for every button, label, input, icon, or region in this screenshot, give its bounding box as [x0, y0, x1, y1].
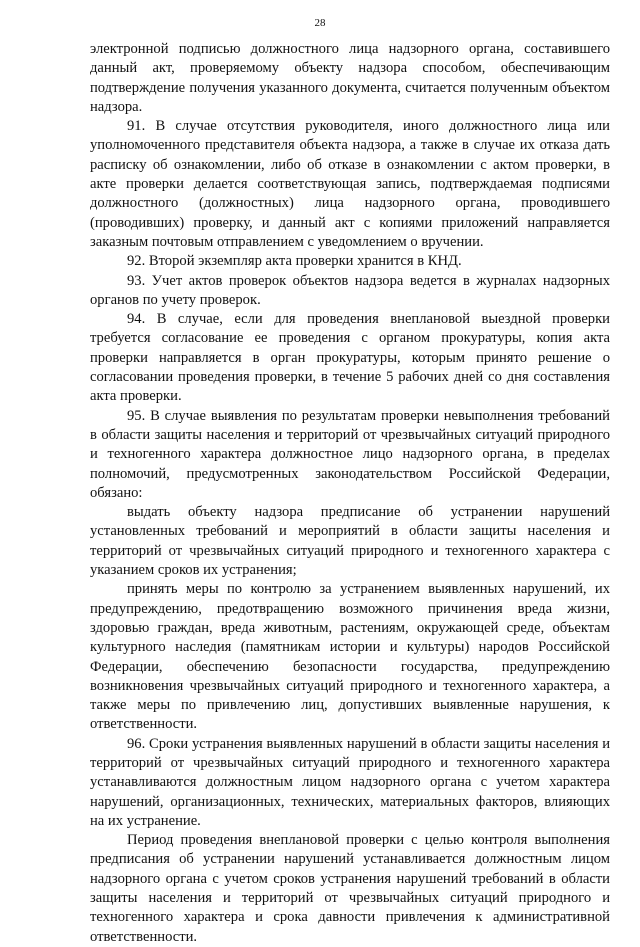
paragraph-95-item-2: принять меры по контролю за устранением выявленных нарушений, их предупреждению, предотвращению возможного причинения вреда жизни, здоровью граждан, вреда животным, растениям, окружающей среде, объектам культурного наследия (памятникам истории и культуры) народов Российской Федерации, обеспечению безопасности государства, предупреждению возникновения чрезвычайных ситуаций природного и техногенного характера, а также меры по привлечению лиц, допустивших выявленные нарушения, к ответственности.	[90, 581, 610, 733]
paragraph-95: 95. В случае выявления по результатам проверки невыполнения требований в области защиты населения и территорий от чрезвычайных ситуаций природного и техногенного характера должностное лицо надзорного органа, в пределах полномочий, предусмотренных законодательством Российской Федерации, обязано:	[90, 407, 610, 501]
page-number: 28	[314, 17, 326, 29]
paragraph-96-period: Период проведения внеплановой проверки с целью контроля выполнения предписания об устранении нарушений устанавливается должностным лицом надзорного органа с учетом сроков устранения нарушений требований в области защиты населения и территорий от чрезвычайных ситуаций природного и техногенного характера и срока давности привлечения к административной ответственности.	[90, 832, 610, 945]
paragraph-94: 94. В случае, если для проведения внеплановой выездной проверки требуется согласование ее проведения с органом прокуратуры, копия акта проверки направляется в орган прокуратуры, которым принято решение о согласовании проведения проверки, в течение 5 рабочих дней со дня составления акта проверки.	[90, 311, 610, 405]
document-body	[90, 40, 610, 947]
paragraph-92: 92. Второй экземпляр акта проверки хранится в КНД.	[127, 253, 462, 270]
paragraph-95-item-1: выдать объекту надзора предписание об устранении нарушений установленных требований и мероприятий в области защиты населения и территорий от чрезвычайных ситуаций природного и техногенного характера с указанием сроков их устранения;	[90, 504, 610, 579]
paragraph-93: 93. Учет актов проверок объектов надзора ведется в журналах надзорных органов по учету проверок.	[90, 272, 610, 308]
paragraph-91: 91. В случае отсутствия руководителя, иного должностного лица или уполномоченного представителя объекта надзора, а также в случае их отказа дать расписку об ознакомлении, либо об отказе в ознакомлении с актом проверки, в акте проверки делается соответствующая запись, подтверждаемая подписями должностного (должностных) лица надзорного органа, проводившего (проводивших) проверку, и данный акт с копиями приложений направляется заказным почтовым отправлением с уведомлением о вручении.	[90, 118, 610, 250]
paragraph-96: 96. Сроки устранения выявленных нарушений в области защиты населения и территорий от чрезвычайных ситуаций природного и техногенного характера устанавливаются должностным лицом надзорного органа с учетом характера нарушений, организационных, технических, материальных факторов, влияющих на их устранение.	[90, 735, 610, 829]
paragraph-continuation: электронной подписью должностного лица надзорного органа, составившего данный акт, проверяемому объекту надзора способом, обеспечивающим подтверждение получения указанного документа, считается полученным объектом надзора.	[90, 41, 610, 115]
